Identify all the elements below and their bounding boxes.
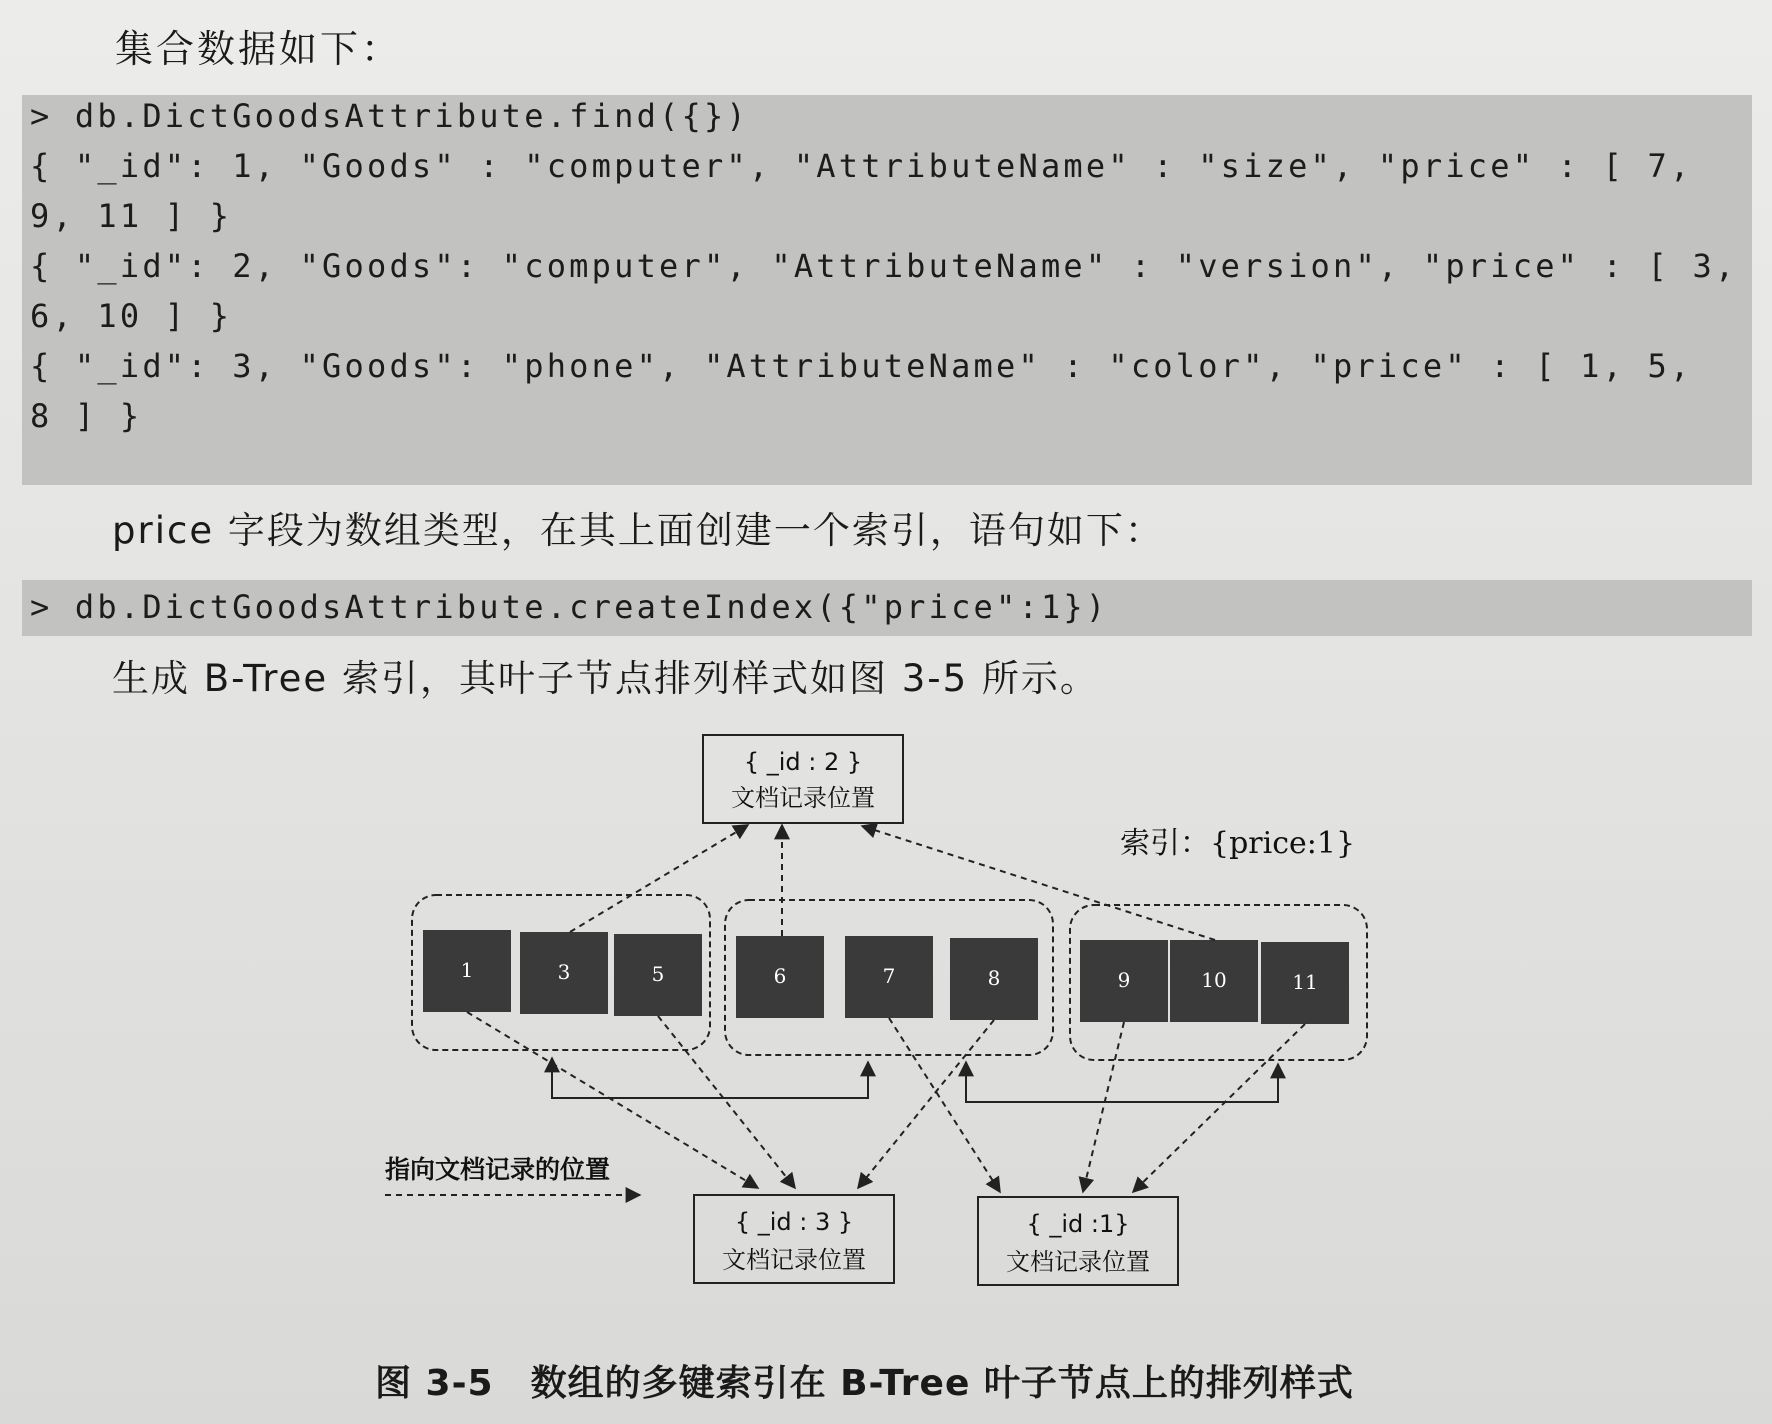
svg-text:11: 11 — [1292, 970, 1318, 994]
doc-location-label: 文档记录位置 — [1006, 1248, 1150, 1276]
code-line: 8 ] } — [30, 397, 143, 435]
svg-text:7: 7 — [882, 964, 896, 988]
code-line: { "_id": 1, "Goods" : "computer", "AttributeName" : "size", "price" : [ 7, — [30, 147, 1693, 185]
doc-id-label: { _id : 2 } — [743, 748, 863, 776]
doc-box-id2 — [703, 735, 903, 823]
code-line: 6, 10 ] } — [30, 297, 233, 335]
code-line: { "_id": 3, "Goods": "phone", "AttributeName" : "color", "price" : [ 1, 5, — [30, 347, 1693, 385]
svg-text:8: 8 — [987, 966, 1001, 990]
paragraph-btree: 生成 B-Tree 索引，其叶子节点排列样式如图 3-5 所示。 — [112, 657, 1099, 700]
section-heading: 集合数据如下： — [115, 27, 403, 71]
leaf-node — [614, 934, 702, 1016]
leaf-node — [845, 936, 933, 1018]
svg-text:6: 6 — [773, 964, 787, 988]
doc-box-id1 — [978, 1197, 1178, 1285]
doc-id-label: { _id : 3 } — [734, 1208, 854, 1236]
svg-text:10: 10 — [1201, 968, 1227, 992]
doc-location-label: 文档记录位置 — [722, 1246, 866, 1274]
pointer-legend-label: 指向文档记录的位置 — [385, 1155, 611, 1184]
figure-caption: 图 3-5 数组的多键索引在 B-Tree 叶子节点上的排列样式 — [375, 1363, 1354, 1404]
leaf-node — [736, 936, 824, 1018]
paragraph-price-field: price 字段为数组类型，在其上面创建一个索引，语句如下： — [112, 509, 1164, 552]
sibling-links — [552, 1058, 1278, 1102]
doc-box-id3 — [694, 1195, 894, 1283]
leaf-node — [520, 932, 608, 1014]
leaf-node — [950, 938, 1038, 1020]
svg-text:5: 5 — [651, 962, 665, 986]
leaf-node — [1080, 940, 1168, 1022]
svg-text:3: 3 — [557, 960, 571, 984]
leaf-node — [1261, 942, 1349, 1024]
doc-id-label: { _id :1} — [1026, 1210, 1130, 1238]
svg-text:1: 1 — [460, 958, 474, 982]
code-line: 9, 11 ] } — [30, 197, 233, 235]
doc-location-label: 文档记录位置 — [731, 784, 875, 812]
index-label: 索引：{price:1} — [1120, 826, 1356, 861]
leaf-node — [1170, 940, 1258, 1022]
svg-text:9: 9 — [1117, 968, 1131, 992]
code-line: > db.DictGoodsAttribute.createIndex({"price":1}) — [30, 588, 1109, 626]
code-line: { "_id": 2, "Goods": "computer", "AttributeName" : "version", "price" : [ 3, — [30, 247, 1738, 285]
leaf-node — [423, 930, 511, 1012]
code-line: > db.DictGoodsAttribute.find({}) — [30, 97, 749, 135]
